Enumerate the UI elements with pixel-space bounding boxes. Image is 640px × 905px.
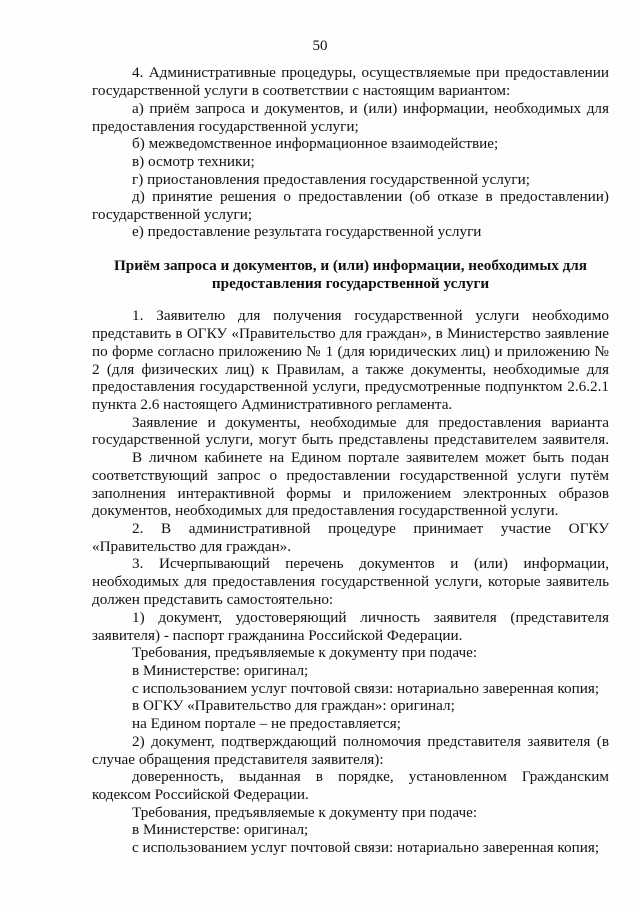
text-line: г) приостановления предоставления государственной услуги; (132, 171, 530, 188)
text-line: на Едином портале – не предоставляется; (132, 715, 401, 732)
text-line: предоставления государственной услуги; (92, 118, 359, 135)
text-line: В личном кабинете на Едином портале заявителем может быть подан (132, 449, 609, 466)
text-line: пункта 2.6 настоящего Административного регламента. (92, 396, 453, 413)
text-line: 4. Административные процедуры, осуществляемые при предоставлении (132, 64, 609, 81)
text-line: Требования, предъявляемые к документу при подаче: (132, 804, 478, 821)
text-line: государственной услуги в соответствии с настоящим вариантом: (92, 82, 511, 99)
text-line: заявителя) - паспорт гражданина Российской Федерации. (92, 627, 463, 644)
text-line: 2 (для физических лиц) к Правилам, а также документы, необходимые для (92, 361, 609, 378)
text-line: Требования, предъявляемые к документу при подаче: (132, 644, 478, 661)
text-line: в) осмотр техники; (132, 153, 255, 170)
text-line: заполнения интерактивной формы и приложением электронных образов (92, 485, 609, 502)
text-line: кодексом Российской Федерации. (92, 786, 309, 803)
text-line: е) предоставление результата государственной услуги (132, 223, 482, 240)
text-line: 1) документ, удостоверяющий личность заявителя (представителя (132, 609, 609, 626)
text-line: с использованием услуг почтовой связи: нотариально заверенная копия; (132, 839, 600, 856)
text-line: «Правительство для граждан». (92, 538, 292, 555)
text-line: б) межведомственное информационное взаимодействие; (132, 135, 499, 152)
text-line: государственной услуги; (92, 206, 253, 223)
text-line: Заявление и документы, необходимые для предоставления варианта (132, 414, 609, 431)
text-line: с использованием услуг почтовой связи: нотариально заверенная копия; (132, 680, 600, 697)
section-heading: Приём запроса и документов, и (или) информации, необходимых для (113, 257, 588, 274)
text-line: случае обращения представителя заявителя): (92, 751, 384, 768)
text-line: доверенность, выданная в порядке, установленном Гражданским (132, 768, 609, 785)
text-line: 1. Заявителю для получения государственной услуги необходимо (132, 307, 609, 324)
text-line: в Министерстве: оригинал; (132, 662, 309, 679)
text-line: предоставления государственной услуги, предусмотренные подпунктом 2.6.2.1 (92, 378, 609, 395)
text-line: д) принятие решения о предоставлении (об отказе в предоставлении) (132, 188, 609, 205)
text-line: 2) документ, подтверждающий полномочия представителя заявителя (в (132, 733, 609, 750)
text-line: в Министерстве: оригинал; (132, 821, 309, 838)
text-line: государственной услуги, могут быть представлены представителем заявителя. (92, 431, 609, 448)
text-line: 3. Исчерпывающий перечень документов и (или) информации, (132, 555, 609, 572)
text-line: должен представить самостоятельно: (92, 591, 334, 608)
page-number: 50 (312, 38, 328, 54)
text-line: 2. В административной процедуре принимает участие ОГКУ (132, 520, 609, 537)
text-line: а) приём запроса и документов, и (или) информации, необходимых для (132, 100, 609, 117)
text-line: соответствующий запрос о предоставлении государственной услуги путём (92, 467, 609, 484)
text-line: в ОГКУ «Правительство для граждан»: оригинал; (132, 697, 455, 714)
section-heading: предоставления государственной услуги (211, 275, 490, 292)
text-line: документов, необходимых для предоставления государственной услуги. (92, 502, 559, 519)
text-line: необходимых для предоставления государственной услуги, которые заявитель (92, 573, 609, 590)
text-line: представить в ОГКУ «Правительство для граждан», в Министерство заявление (92, 325, 609, 342)
text-line: по форме согласно приложению № 1 (для юридических лиц) и приложению № (92, 343, 609, 360)
